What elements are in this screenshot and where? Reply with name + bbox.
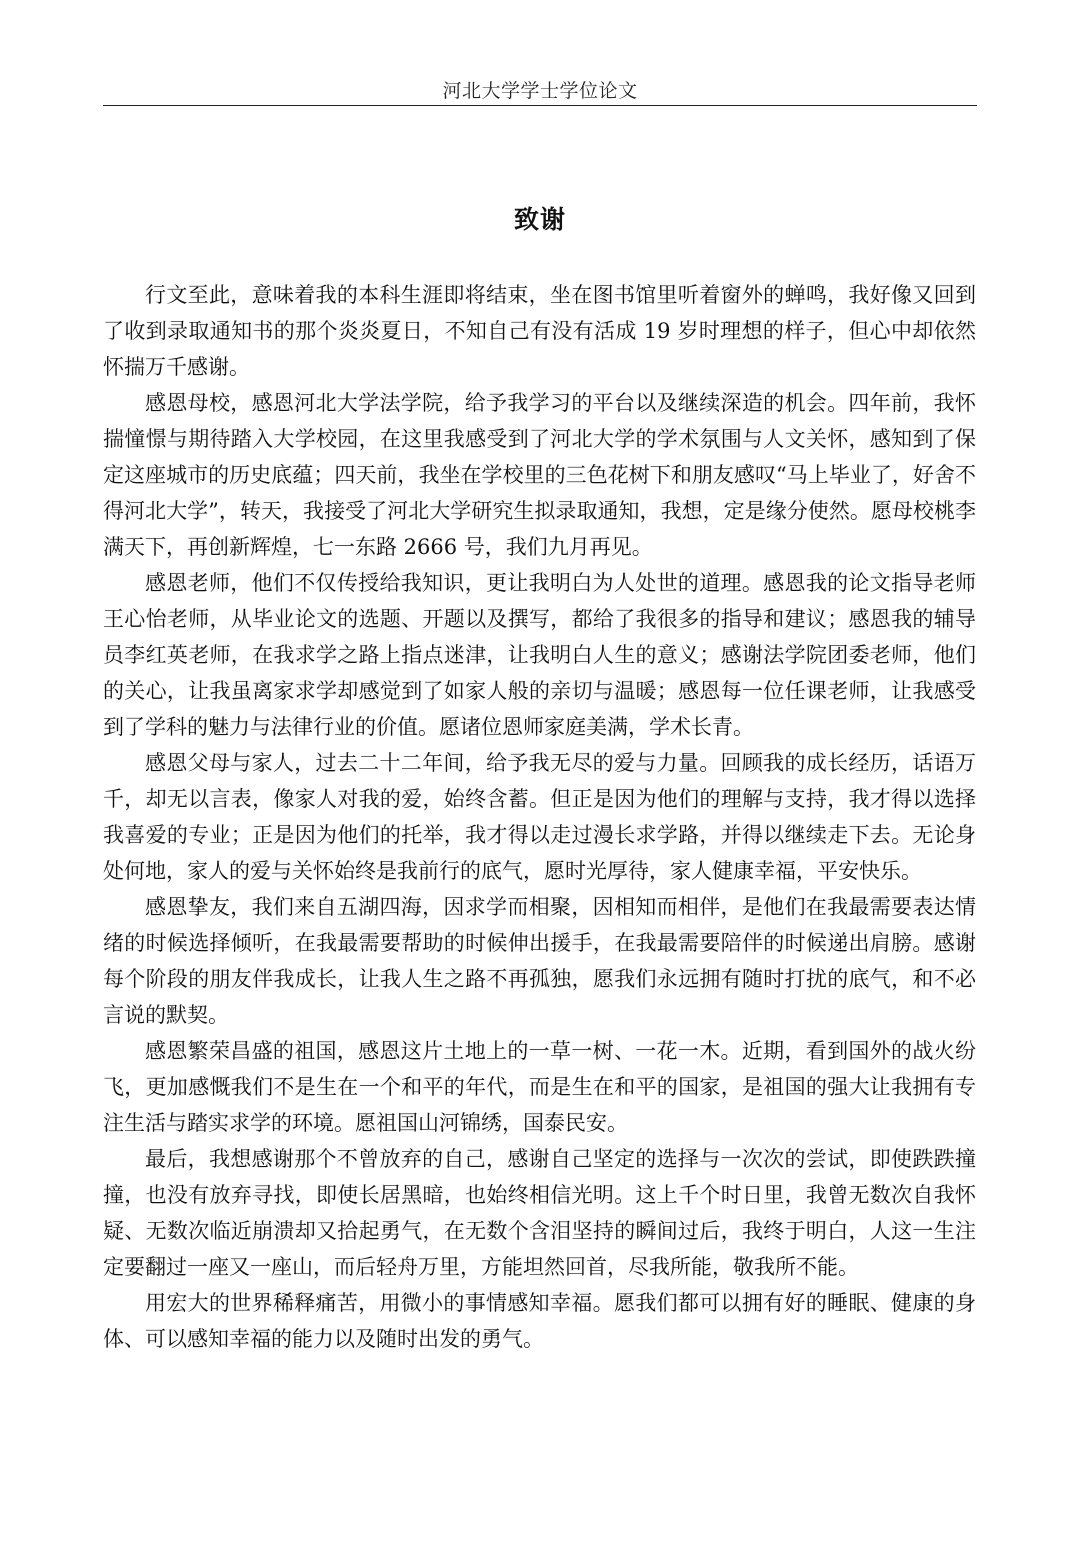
paragraph: 感恩老师，他们不仅传授给我知识，更让我明白为人处世的道理。感恩我的论文指导老师王心怡老师，从毕业论文的选题、开题以及撰写，都给了我很多的指导和建议；感恩我的辅导员李红英老师，在我求学之路上指点迷津，让我明白人生的意义；感谢法学院团委老师，他们的关心，让我虽离家求学却感觉到了如家人般的亲切与温暖；感恩每一位任课老师，让我感受到了学科的魅力与法律行业的价值。愿诸位恩师家庭美满，学术长青。 (103, 571, 976, 739)
acknowledgement-body (103, 277, 976, 1357)
running-header: 河北大学学士学位论文 (442, 80, 638, 102)
paragraph: 最后，我想感谢那个不曾放弃的自己，感谢自己坚定的选择与一次次的尝试，即使跌跌撞撞，也没有放弃寻找，即使长居黑暗，也始终相信光明。这上千个时日里，我曾无数次自我怀疑、无数次临近崩溃却又拾起勇气，在无数个含泪坚持的瞬间过后，我终于明白，人这一生注定要翻过一座又一座山，而后轻舟万里，方能坦然回首，尽我所能，敬我所不能。 (103, 1147, 976, 1279)
paragraph: 感恩父母与家人，过去二十二年间，给予我无尽的爱与力量。回顾我的成长经历，话语万千，却无以言表，像家人对我的爱，始终含蓄。但正是因为他们的理解与支持，我才得以选择我喜爱的专业；正是因为他们的托举，我才得以走过漫长求学路，并得以继续走下去。无论身处何地，家人的爱与关怀始终是我前行的底气，愿时光厚待，家人健康幸福，平安快乐。 (103, 751, 976, 883)
section-title: 致谢 (513, 205, 566, 234)
paragraph: 感恩挚友，我们来自五湖四海，因求学而相聚，因相知而相伴，是他们在我最需要表达情绪的时候选择倾听，在我最需要帮助的时候伸出援手，在我最需要陪伴的时候递出肩膀。感谢每个阶段的朋友伴我成长，让我人生之路不再孤独，愿我们永远拥有随时打扰的底气，和不必言说的默契。 (103, 895, 976, 1027)
paragraph: 行文至此，意味着我的本科生涯即将结束，坐在图书馆里听着窗外的蝉鸣，我好像又回到了收到录取通知书的那个炎炎夏日，不知自己有没有活成 19 岁时理想的样子，但心中却依然怀揣万千感谢。 (103, 283, 976, 379)
paragraph: 感恩母校，感恩河北大学法学院，给予我学习的平台以及继续深造的机会。四年前，我怀揣憧憬与期待踏入大学校园，在这里我感受到了河北大学的学术氛围与人文关怀，感知到了保定这座城市的历史底蕴；四天前，我坐在学校里的三色花树下和朋友感叹“马上毕业了，好舍不得河北大学”，转天，我接受了河北大学研究生拟录取通知，我想，定是缘分使然。愿母校桃李满天下，再创新辉煌，七一东路 2666 号，我们九月再见。 (103, 391, 976, 559)
header-divider (103, 105, 977, 106)
paragraph: 用宏大的世界稀释痛苦，用微小的事情感知幸福。愿我们都可以拥有好的睡眠、健康的身体、可以感知幸福的能力以及随时出发的勇气。 (103, 1291, 976, 1351)
paragraph: 感恩繁荣昌盛的祖国，感恩这片土地上的一草一树、一花一木。近期，看到国外的战火纷飞，更加感慨我们不是生在一个和平的年代，而是生在和平的国家，是祖国的强大让我拥有专注生活与踏实求学的环境。愿祖国山河锦绣，国泰民安。 (103, 1039, 976, 1135)
